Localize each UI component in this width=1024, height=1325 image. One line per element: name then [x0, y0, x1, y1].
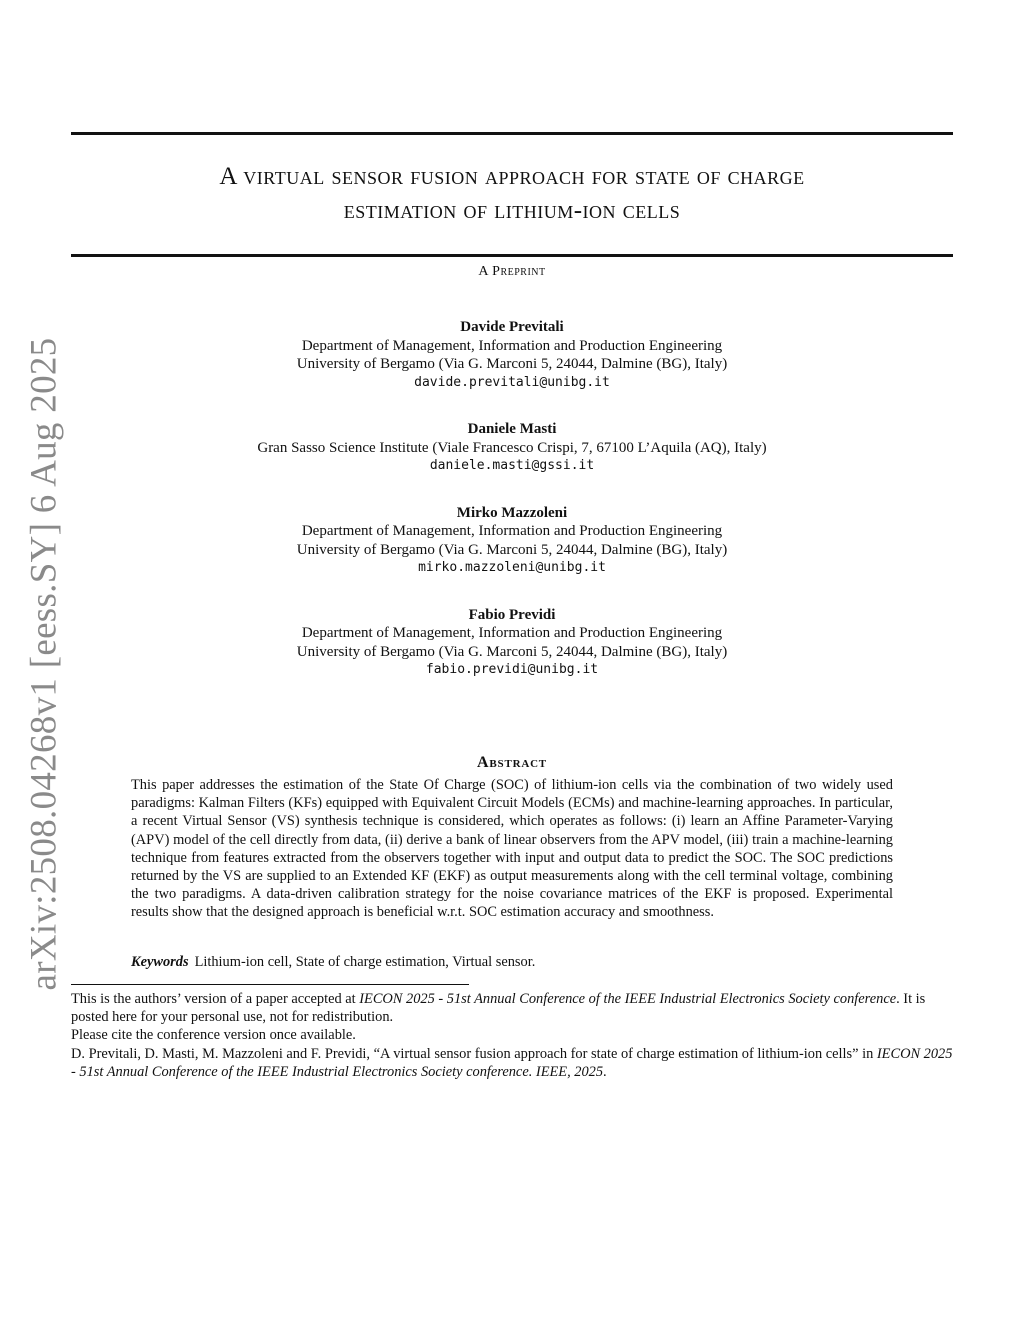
author-affiliation: University of Bergamo (Via G. Marconi 5, 24044, Dalmine (BG), Italy) — [296, 643, 728, 660]
author-email[interactable]: fabio.previdi@unibg.it — [425, 662, 599, 677]
footnote — [71, 990, 953, 1081]
footnote-paragraph — [71, 990, 953, 1026]
paper-title-line-2: estimation of lithium-ion cells — [343, 197, 681, 224]
author-affiliation: Gran Sasso Science Institute (Viale Francesco Crispi, 7, 67100 L’Aquila (AQ), Italy) — [257, 439, 767, 456]
author-name: Daniele Masti — [467, 421, 557, 437]
author-name: Davide Previtali — [460, 319, 564, 335]
title-top-rule — [71, 132, 953, 135]
abstract-text: This paper addresses the estimation of the State Of Charge (SOC) of lithium-ion cells via the combination of two widely used paradigms: Kalman Filters (KFs) equipped with Equivalent Circuit Models (ECMs) and machine-learning approaches. In particular, a recent Virtual Sensor (VS) synthesis technique is considered, which operates as follows: (i) learn an Affine Parameter-Varying (APV) model of the cell directly from data, (ii) derive a bank of linear observers from the APV model, (iii) train a machine-learning technique from features extracted from the observers together with input and output data to predict the SOC. The SOC predictions returned by the VS are supplied to an Extended KF (EKF) as output measurements along with the cell terminal voltage, combining the two paradigms. A data-driven calibration strategy for the noise covariance matrices of the EKF is proposed. Experimental results show that the designed approach is beneficial w.r.t. SOC estimation accuracy and smoothness. — [131, 777, 893, 921]
author-email[interactable]: mirko.mazzoleni@unibg.it — [418, 560, 606, 575]
author-affiliation: University of Bergamo (Via G. Marconi 5, 24044, Dalmine (BG), Italy) — [296, 541, 728, 558]
keywords-label: Keywords — [131, 954, 189, 970]
author-list — [71, 318, 953, 708]
footnote-text: . It is posted here for your personal use, not for redistribution. — [71, 991, 926, 1026]
footnote-venue: IECON 2025 - 51st Annual Conference of the IEEE Industrial Electronics Society conference. IEEE, 2025 — [71, 1045, 953, 1080]
keywords — [131, 954, 893, 971]
footnote-rule — [71, 984, 469, 985]
footnote-paragraph — [71, 1045, 953, 1081]
author-email[interactable]: davide.previtali@unibg.it — [414, 374, 610, 390]
author-name: Mirko Mazzoleni — [456, 504, 568, 521]
arxiv-identifier[interactable]: arXiv:2508.04268v1 [eess.SY] 6 Aug 2025 — [23, 337, 65, 991]
paper-title — [71, 160, 953, 228]
title-bottom-rule — [71, 254, 953, 257]
footnote-venue: IECON 2025 - 51st Annual Conference of the IEEE Industrial Electronics Society conference — [359, 991, 897, 1007]
footnote-text: . — [603, 1063, 607, 1080]
keywords-text: Lithium-ion cell, State of charge estimation, Virtual sensor. — [194, 954, 536, 970]
author-affiliation: Department of Management, Information and Production Engineering — [301, 625, 723, 641]
footnote-text: This is the authors’ version of a paper accepted at — [71, 991, 360, 1007]
author-name: Fabio Previdi — [468, 606, 556, 623]
author-affiliation: Department of Management, Information and Production Engineering — [301, 337, 723, 354]
abstract-heading: Abstract — [477, 754, 547, 771]
preprint-label: A Preprint — [478, 264, 546, 279]
footnote-citation: D. Previtali, D. Masti, M. Mazzoleni and F. Previdi, “A virtual sensor fusion approach for state of charge estimation of lithium-ion cells” in — [71, 1045, 877, 1062]
author-affiliation: University of Bergamo (Via G. Marconi 5, 24044, Dalmine (BG), Italy) — [296, 356, 728, 372]
author-block — [71, 420, 953, 476]
author-affiliation: Department of Management, Information and Production Engineering — [301, 523, 723, 539]
author-email[interactable]: daniele.masti@gssi.it — [429, 458, 595, 473]
author-block — [71, 606, 953, 680]
paper-title-line-1: A virtual sensor fusion approach for state of charge — [219, 163, 805, 190]
author-block — [71, 504, 953, 578]
author-block — [71, 318, 953, 392]
footnote-paragraph: Please cite the conference version once available. — [71, 1027, 356, 1044]
